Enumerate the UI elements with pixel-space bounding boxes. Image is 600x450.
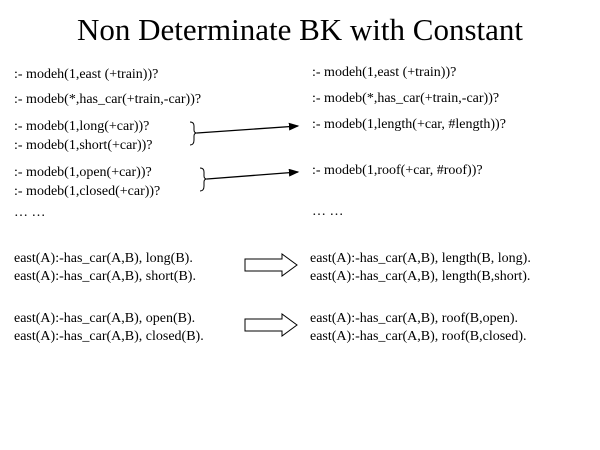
rule-left-open: east(A):-has_car(A,B), open(B). (14, 311, 196, 326)
rule-right-roof-closed: east(A):-has_car(A,B), roof(B,closed). (310, 329, 527, 344)
left-modeb-closed: :- modeb(1,closed(+car))? (14, 184, 161, 199)
arrow-to-length-icon (197, 126, 298, 133)
arrow-to-roof-icon (207, 172, 298, 179)
right-modeh: :- modeh(1,east (+train))? (312, 65, 457, 80)
brace-length-icon (190, 122, 197, 145)
block-arrow-length-icon (245, 254, 297, 276)
left-ellipsis: … … (14, 205, 46, 220)
left-modeb-open: :- modeb(1,open(+car))? (14, 165, 152, 180)
right-ellipsis: … … (312, 204, 344, 219)
left-modeb-short: :- modeb(1,short(+car))? (14, 138, 153, 153)
rule-left-long: east(A):-has_car(A,B), long(B). (14, 251, 193, 266)
block-arrow-roof-icon (245, 314, 297, 336)
left-modeh: :- modeh(1,east (+train))? (14, 67, 159, 82)
right-modeb-has-car: :- modeb(*,has_car(+train,-car))? (312, 91, 500, 106)
right-modeb-length: :- modeb(1,length(+car, #length))? (312, 117, 506, 132)
rule-right-roof-open: east(A):-has_car(A,B), roof(B,open). (310, 311, 518, 326)
slide-title: Non Determinate BK with Constant (77, 12, 523, 47)
rule-left-closed: east(A):-has_car(A,B), closed(B). (14, 329, 204, 344)
left-modeb-has-car: :- modeb(*,has_car(+train,-car))? (14, 92, 202, 107)
rule-left-short: east(A):-has_car(A,B), short(B). (14, 269, 196, 284)
rule-right-length-short: east(A):-has_car(A,B), length(B,short). (310, 269, 531, 284)
brace-roof-icon (200, 168, 207, 191)
rule-right-length-long: east(A):-has_car(A,B), length(B, long). (310, 251, 531, 266)
right-modeb-roof: :- modeb(1,roof(+car, #roof))? (312, 163, 483, 178)
left-modeb-long: :- modeb(1,long(+car))? (14, 119, 150, 134)
